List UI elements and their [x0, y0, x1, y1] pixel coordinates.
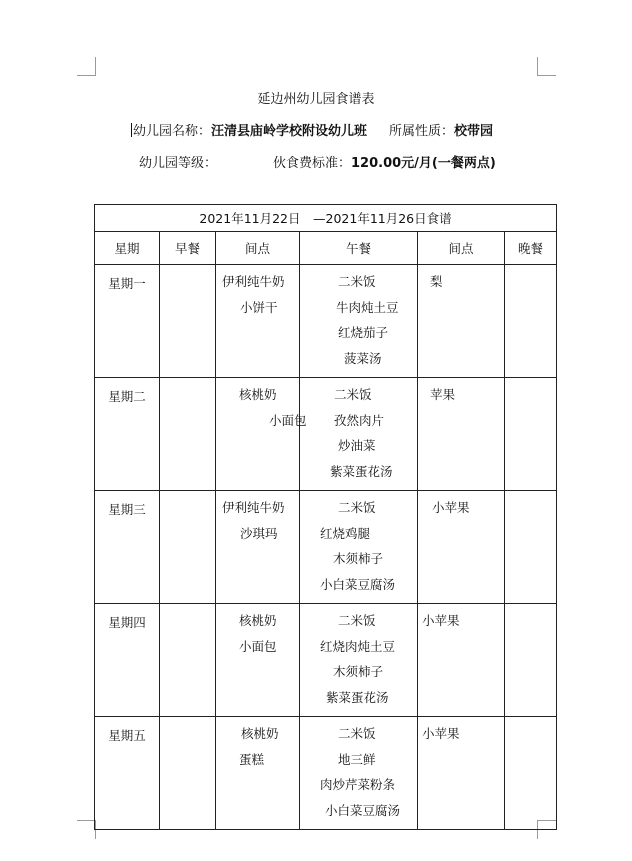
header-snack-pm: 间点 — [418, 232, 505, 265]
menu-item: 伊利纯牛奶 — [222, 274, 285, 289]
nature-value: 校带园 — [454, 124, 494, 139]
menu-item: 二米饭 — [338, 726, 376, 741]
kindergarten-name-line — [131, 120, 367, 139]
crop-mark-top-left — [77, 57, 96, 76]
menu-item: 沙琪玛 — [240, 525, 278, 541]
menu-item: 核桃奶 — [239, 387, 277, 402]
snack-pm-cell — [418, 717, 505, 830]
document-title: 延边州幼儿园食谱表 — [257, 92, 375, 107]
dinner-cell — [505, 265, 557, 378]
menu-item: 小苹果 — [432, 500, 470, 515]
menu-table — [94, 204, 557, 830]
menu-item: 小饼干 — [240, 299, 278, 315]
menu-item: 苹果 — [430, 387, 456, 402]
menu-item: 小苹果 — [422, 613, 460, 628]
dinner-cell — [505, 717, 557, 830]
weekday-cell: 星期三 — [95, 491, 160, 604]
lunch-cell — [300, 717, 418, 830]
weekday-cell: 星期二 — [95, 378, 160, 491]
snack-pm-cell — [418, 491, 505, 604]
date-range: 2021年11月22日 —2021年11月26日食谱 — [95, 205, 557, 232]
menu-item: 红烧鸡腿 — [320, 525, 371, 541]
snack-am-cell — [216, 604, 300, 717]
table-row — [95, 265, 557, 378]
table-row — [95, 717, 557, 830]
menu-item: 木须柿子 — [333, 664, 384, 679]
header-dinner: 晚餐 — [505, 232, 557, 265]
nature-label: 所属性质： — [389, 124, 455, 139]
menu-item: 核桃奶 — [239, 613, 277, 628]
menu-item: 木须柿子 — [333, 551, 384, 566]
dinner-cell — [505, 604, 557, 717]
snack-am-cell — [216, 491, 300, 604]
weekday-cell: 星期一 — [95, 265, 160, 378]
menu-item: 炒油菜 — [338, 438, 376, 453]
text-cursor — [131, 123, 132, 137]
kindergarten-name-value: 汪清县庙岭学校附设幼儿班 — [211, 124, 368, 139]
table-row — [95, 378, 557, 491]
table-row — [95, 604, 557, 717]
lunch-cell — [300, 604, 418, 717]
menu-item: 二米饭 — [334, 387, 372, 402]
menu-item: 牛肉炖土豆 — [336, 299, 399, 315]
menu-item: 核桃奶 — [241, 726, 279, 741]
menu-item: 紫菜蛋花汤 — [326, 689, 389, 705]
lunch-cell — [300, 378, 418, 491]
menu-item: 肉炒芹菜粉条 — [320, 777, 396, 792]
menu-item: 红烧茄子 — [338, 325, 389, 340]
menu-item: 二米饭 — [338, 613, 376, 628]
menu-item: 菠菜汤 — [344, 350, 382, 366]
header-snack-am: 间点 — [216, 232, 300, 265]
breakfast-cell — [160, 604, 216, 717]
header-weekday: 星期 — [95, 232, 160, 265]
fee-label: 伙食费标准： — [273, 156, 352, 171]
menu-item: 蛋糕 — [239, 751, 265, 767]
breakfast-cell — [160, 265, 216, 378]
snack-pm-cell — [418, 604, 505, 717]
menu-item: 红烧肉炖土豆 — [320, 638, 396, 654]
menu-item: 孜然肉片 — [334, 412, 385, 428]
menu-item: 小面包 — [269, 412, 307, 428]
menu-item: 二米饭 — [338, 274, 376, 289]
snack-pm-cell — [418, 265, 505, 378]
kindergarten-name-label: 幼儿园名称： — [133, 124, 212, 139]
fee-value: 120.00元/月(一餐两点) — [351, 156, 496, 171]
menu-item: 小苹果 — [422, 726, 460, 741]
header-breakfast: 早餐 — [160, 232, 216, 265]
table-row — [95, 491, 557, 604]
breakfast-cell — [160, 491, 216, 604]
weekday-cell: 星期四 — [95, 604, 160, 717]
fee-line — [273, 152, 496, 171]
snack-pm-cell — [418, 378, 505, 491]
date-range-row — [95, 205, 557, 232]
menu-item: 小白菜豆腐汤 — [325, 802, 401, 818]
lunch-cell — [300, 265, 418, 378]
menu-item: 伊利纯牛奶 — [222, 500, 285, 515]
menu-item: 地三鲜 — [338, 751, 376, 767]
header-row — [95, 232, 557, 265]
menu-item: 小白菜豆腐汤 — [320, 576, 396, 592]
dinner-cell — [505, 378, 557, 491]
grade-label: 幼儿园等级： — [139, 156, 218, 171]
snack-am-cell — [216, 378, 307, 491]
header-lunch: 午餐 — [300, 232, 418, 265]
crop-mark-top-right — [537, 57, 556, 76]
menu-item: 小面包 — [239, 638, 277, 654]
weekday-cell: 星期五 — [95, 717, 160, 830]
menu-item: 梨 — [430, 274, 443, 289]
nature-line — [389, 120, 493, 139]
snack-am-cell — [216, 265, 300, 378]
breakfast-cell — [160, 378, 216, 491]
lunch-cell — [300, 491, 418, 604]
dinner-cell — [505, 491, 557, 604]
breakfast-cell — [160, 717, 216, 830]
menu-item: 紫菜蛋花汤 — [330, 463, 393, 479]
menu-item: 二米饭 — [338, 500, 376, 515]
snack-am-cell — [216, 717, 300, 830]
